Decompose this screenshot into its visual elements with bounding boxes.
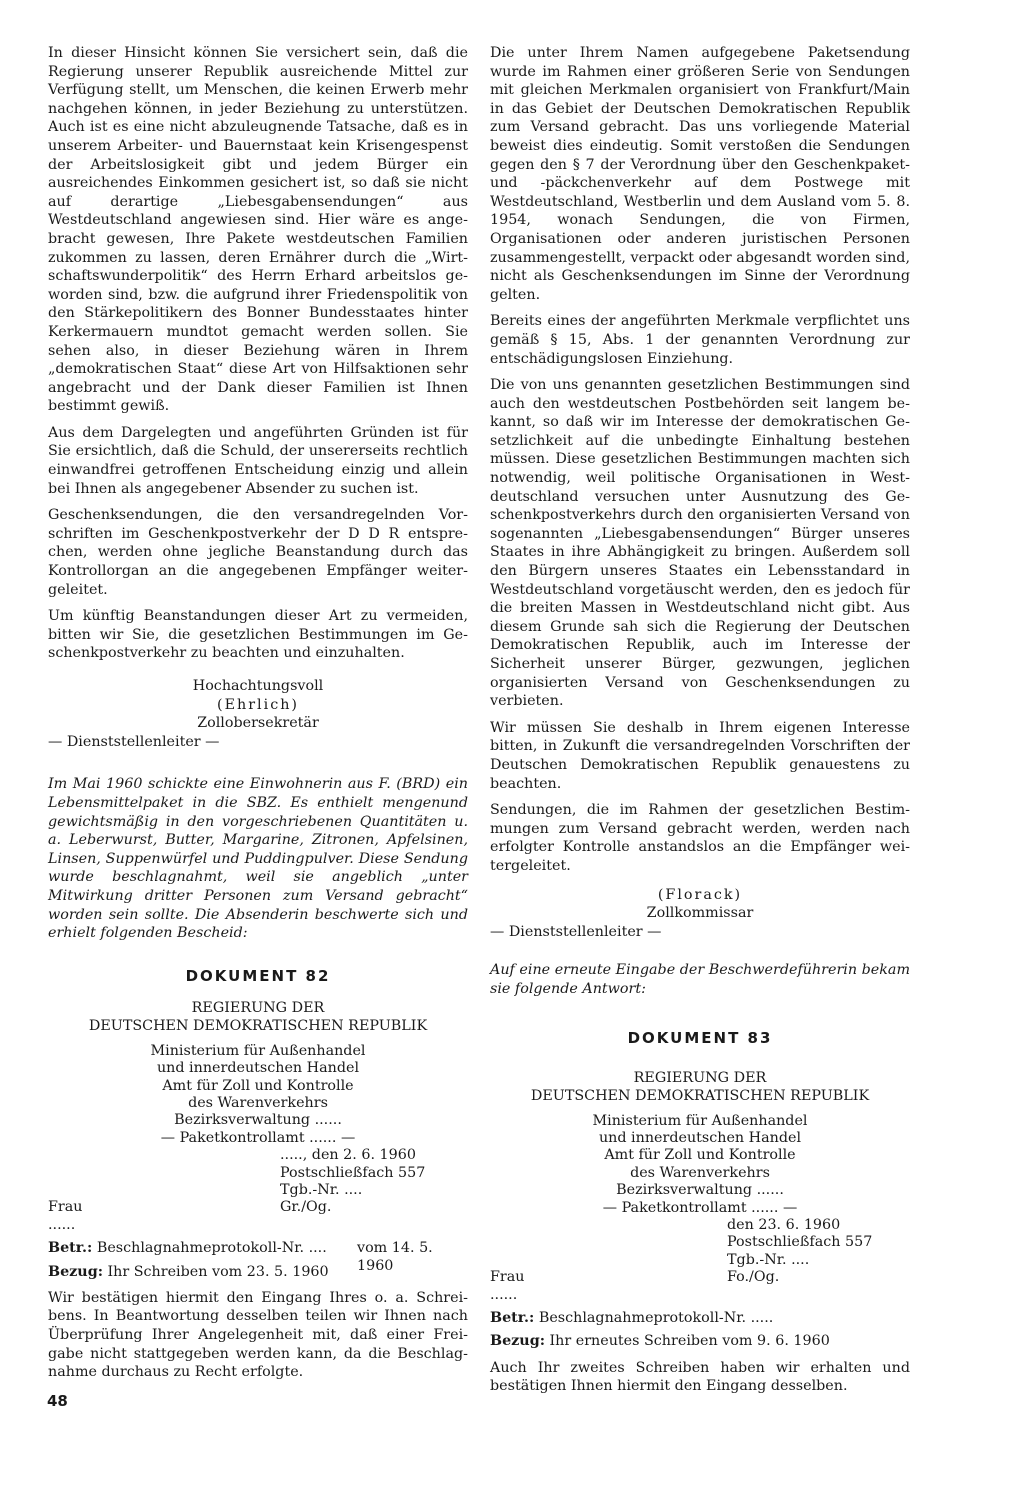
signature-title: Zollobersekretär — [197, 715, 319, 732]
paragraph: Wir müssen Sie deshalb in Ihrem eigenen Interesse bitten, in Zukunft die versandregelnden Vorschriften der Deutschen Demokratischen Republik genauestens zu beachten. — [490, 719, 910, 792]
government-line-2: DEUTSCHEN DEMOKRATISCHEN REPUBLIK — [88, 1017, 428, 1034]
paragraph: In dieser Hinsicht können Sie versichert sein, daß die Regierung unserer Republik ausreichende Mittel zur Verfügung stellt, um Menschen, die keinen Erwerb mehr nachgehen können, in jeder Beziehung zu unterstützen. Auch ist es eine nicht abzuleugnende Tatsache, daß es in unserem Arbeiter- und Bauernstaat kein Krisengespenst der Arbeitslosigkeit gibt und jedem Bürger ein ausreichendes Einkommen gesichert ist, so daß sie nicht auf derartige „Liebesgabensendungen“ aus Westdeutschland angewiesen sind. Hier wäre es angebracht gewesen, Ihre Pakete westdeutschen Familien zukommen zu lassen, deren Ernährer durch die „Wirtschaftswunderpolitik“ des Herrn Erhard arbeitslos geworden sind, bzw. die aufgrund ihrer Friedenspolitik von den Stärkepolitikern des Bonner Bundesstaates hinter Kerkermauern mundtot gemacht werden sollen. Sie sehen also, in dieser Beziehung wären in Ihrem „demokratischen Staat“ diese Art von Hilfsaktionen sehr angebracht und der Dank dieser Familien ist Ihnen bestimmt gewiß. — [48, 45, 468, 415]
postbox-line — [48, 1165, 468, 1182]
ministry-line: Amt für Zoll und Kontrolle — [604, 1147, 796, 1164]
addressee-line — [48, 1199, 468, 1216]
ministry-line: Bezirksverwaltung ...... — [174, 1112, 342, 1129]
letter-date: ....., den 2. 6. 1960 — [280, 1147, 416, 1164]
date-line — [48, 1147, 468, 1164]
ministry-line: Ministerium für Außenhandel — [592, 1112, 808, 1129]
paragraph: Sendungen, die im Rahmen der gesetzlichen Bestimmungen zum Versand gebracht werden, werden nach erfolgter Kontrolle anstandslos an die Empfänger weitergeleitet. — [490, 802, 910, 874]
reference-label: Bezug: — [490, 1333, 545, 1350]
reference-text: Ihr Schreiben vom 23. 5. 1960 — [107, 1263, 329, 1280]
reference-line — [490, 1333, 910, 1350]
document-heading: DOKUMENT 83 — [627, 1028, 773, 1047]
right-column — [490, 44, 910, 1404]
ministry-line: des Warenverkehrs — [630, 1164, 770, 1181]
journal-line — [48, 1182, 468, 1199]
journal-line — [490, 1252, 910, 1269]
signature-block — [48, 677, 468, 751]
ministry-line: — Paketkontrollamt ...... — — [160, 1129, 356, 1146]
subject-text: Beschlagnahmeprotokoll-Nr. ..... — [538, 1309, 774, 1326]
ministry-line: — Paketkontrollamt ...... — — [602, 1199, 798, 1216]
letter-date: den 23. 6. 1960 — [727, 1216, 841, 1233]
government-line-1: REGIERUNG DER — [633, 1069, 767, 1086]
journal-number: Tgb.-Nr. .... — [280, 1181, 363, 1198]
reference-label: Bezug: — [48, 1263, 103, 1280]
addressee-dots — [490, 1287, 910, 1304]
ministry-line: des Warenverkehrs — [188, 1094, 328, 1111]
ministry-line: und innerdeutschen Handel — [156, 1060, 360, 1077]
editorial-intro: Auf eine erneute Eingabe der Beschwerdeführerin bekam sie folgende Antwort: — [490, 962, 910, 997]
subject-label: Betr.: — [48, 1240, 93, 1257]
paragraph: Um künftig Beanstandungen dieser Art zu vermeiden, bitten wir Sie, die gesetzlichen Bestimmungen im Geschenkpostverkehr zu beachten und einzuhalten. — [48, 608, 468, 662]
postbox-line — [490, 1234, 910, 1251]
letterhead — [108, 1043, 408, 1147]
signature-block — [490, 886, 910, 942]
editorial-intro: Im Mai 1960 schickte eine Einwohnerin aus F. (BRD) ein Lebensmittelpaket in die SBZ. Es enthielt mengenund gewichtsmäßig in den vorgeschriebenen Quantitäten u. a. Leberwurst, Butter, Margarine, Zitronen, Apfelsinen, Linsen, Suppenwürfel und Puddingpulver. Diese Sendung wurde beschlagnahmt, weil sie angeblich „unter Mitwirkung dritter Personen zum Versand gebracht“ worden sein sollte. Die Absenderin beschwerte sich und erhielt folgenden Bescheid: — [48, 776, 468, 942]
signature-greeting: Hochachtungsvoll — [192, 678, 324, 694]
signature-role: — Dienststellenleiter — — [48, 733, 220, 750]
ministry-line: Ministerium für Außenhandel — [150, 1042, 366, 1059]
dots: ...... — [490, 1286, 518, 1303]
government-line-2: DEUTSCHEN DEMOKRATISCHEN REPUBLIK — [530, 1087, 870, 1104]
signature-title: Zollkommissar — [646, 905, 754, 922]
page-number: 48 — [47, 1392, 68, 1410]
signature-name: (Ehrlich) — [217, 696, 299, 713]
sign-initials: Gr./Og. — [280, 1199, 332, 1216]
reference-text: Ihr erneutes Schreiben vom 9. 6. 1960 — [549, 1333, 830, 1350]
ministry-line: Amt für Zoll und Kontrolle — [162, 1077, 354, 1094]
government-line-1: REGIERUNG DER — [191, 999, 325, 1016]
subject-date: vom 14. 5. 1960 — [357, 1240, 433, 1274]
sign-initials: Fo./Og. — [727, 1269, 780, 1286]
document-heading: DOKUMENT 82 — [185, 966, 331, 985]
left-column — [48, 44, 468, 1390]
paragraph: Bereits eines der angeführten Merkmale verpflichtet uns gemäß § 15, Abs. 1 der genannten Verordnung zur entschädigungslosen Einziehung. — [490, 313, 910, 367]
date-line — [490, 1217, 910, 1234]
letterhead — [550, 1113, 850, 1217]
paragraph: Die unter Ihrem Namen aufgegebene Paketsendung wurde im Rahmen einer größeren Serie von Sendungen mit gleichen Merkmalen organisiert von Frankfurt/Main in das Gebiet der Deutschen Demokratischen Republik zum Versand gebracht. Das uns vorliegende Material beweist dies eindeutig. Somit verstoßen die Sendungen gegen den § 7 der Verordnung über den Geschenkpaket- und -päckchenverkehr auf dem Postwege mit Westdeutschland, Westberlin und dem Ausland vom 5. 8. 1954, wonach Sendungen, die von Firmen, Organisationen oder anderen juristischen Personen zusammengestellt, verpackt oder abgesandt worden sind, nicht als Geschenksendungen im Sinne der Verordnung gelten. — [490, 45, 910, 303]
paragraph: Geschenksendungen, die den versandregelnden Vorschriften im Geschenkpostverkehr der D D R entsprechen, werden ohne jegliche Beanstandung durch das Kontrollorgan an die angegebenen Empfänger weitergeleitet. — [48, 507, 468, 598]
paragraph: Wir bestätigen hiermit den Eingang Ihres o. a. Schreibens. In Beantwortung desselben teilen wir Ihnen nach Überprüfung Ihrer Angelegenheit mit, daß einer Freigabe nicht stattgegeben werden kann, da die Beschlagnahme durchaus zu Recht erfolgte. — [48, 1289, 468, 1381]
addressee: Frau — [490, 1269, 525, 1286]
postbox: Postschließfach 557 — [280, 1164, 426, 1181]
paragraph: Die von uns genannten gesetzlichen Bestimmungen sind auch den westdeutschen Postbehörden seit langem bekannt, so daß wir im Interesse der demokratischen Gesetzlichkeit auf die unbedingte Einhaltung bestehen müssen. Diese gesetzlichen Bestimmungen machten sich notwendig, weil politische Organisationen in Westdeutschland versuchen unter Ausnutzung des Geschenkpostverkehrs durch den organisierten Versand von sogenannten „Liebesgabensendungen“ Bürger unseres Staates in ihre Abhängigkeit zu bringen. Außerdem soll den Bürgern unseres Staates ein Lebensstandard in Westdeutschland vorgetäuscht werden, den es jedoch für die breiten Massen in Westdeutschland nicht gibt. Aus diesem Grunde sah sich die Regierung der Deutschen Demokratischen Republik, auch im Interesse der Sicherheit unserer Bürger, gezwungen, jeglichen organisierten Versand von Geschenksendungen zu verbieten. — [490, 377, 910, 710]
subject-label: Betr.: — [490, 1309, 535, 1326]
journal-number: Tgb.-Nr. .... — [727, 1251, 810, 1268]
signature-name: (Florack) — [657, 886, 743, 903]
subject-text: Beschlagnahmeprotokoll-Nr. .... — [96, 1240, 327, 1257]
addressee-dots — [48, 1217, 468, 1234]
addressee-line — [490, 1269, 910, 1286]
signature-role: — Dienststellenleiter — — [490, 923, 662, 940]
addressee: Frau — [48, 1199, 83, 1216]
paragraph: Auch Ihr zweites Schreiben haben wir erhalten und bestätigen Ihnen hiermit den Eingang desselben. — [490, 1359, 910, 1395]
reference-line — [48, 1264, 468, 1281]
paragraph: Aus dem Dargelegten und angeführten Gründen ist für Sie ersichtlich, daß die Schuld, der unsererseits rechtlich einwandfrei getroffenen Entscheidung einzig und allein bei Ihnen als angegebener Absender zu suchen ist. — [48, 424, 468, 497]
postbox: Postschließfach 557 — [727, 1234, 873, 1251]
ministry-line: und innerdeutschen Handel — [598, 1129, 802, 1146]
ministry-line: Bezirksverwaltung ...... — [616, 1182, 784, 1199]
dots: ...... — [48, 1216, 76, 1233]
subject-line — [490, 1310, 910, 1327]
